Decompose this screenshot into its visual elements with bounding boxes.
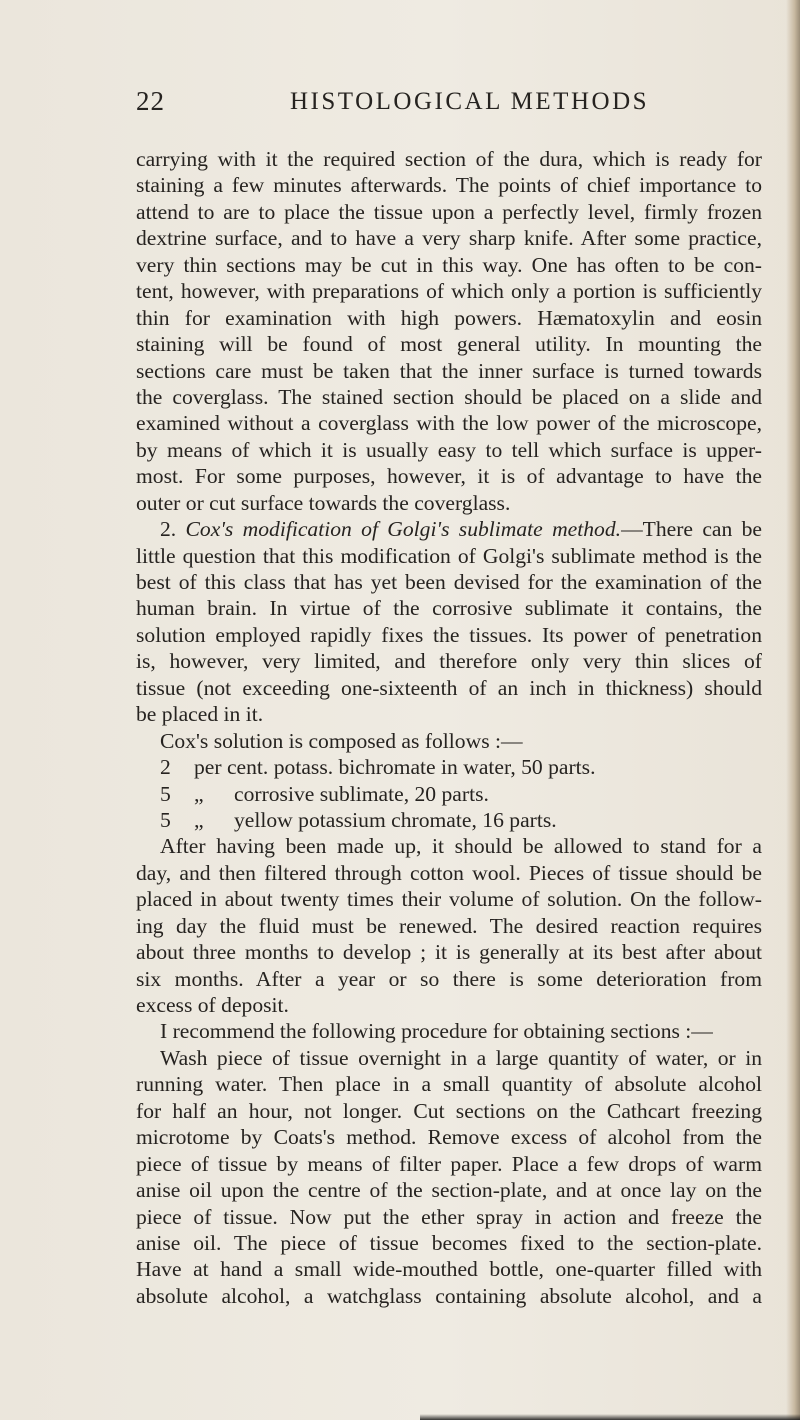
bottom-edge-shadow [420, 1414, 800, 1420]
text-line: be placed in it. [136, 702, 264, 727]
text-line: little question that this modification of Golgi's sublimate method is the [136, 543, 762, 568]
section-title: Cox's modification of Golgi's sublimate method. [185, 517, 622, 542]
formula-quantity: 5 [160, 807, 171, 832]
text-line: Have at hand a small wide-mouthed bottle, one-quarter filled with [136, 1257, 762, 1282]
text-line: human brain. In virtue of the corrosive sublimate it contains, the [136, 596, 762, 621]
formula-text: corrosive sublimate, 20 parts. [234, 781, 489, 806]
formula-line [136, 807, 762, 833]
text-line: solution employed rapidly fixes the tissues. Its power of penetration [136, 622, 762, 647]
text-line: carrying with it the required section of the dura, which is ready for [136, 147, 762, 171]
text-line: is, however, very limited, and therefore only very thin slices of [136, 649, 762, 674]
text-line: tissue (not exceeding one-sixteenth of an inch in thickness) should [136, 675, 762, 700]
text-line: attend to are to place the tissue upon a perfectly level, firmly frozen [136, 199, 762, 224]
text-line: staining a few minutes afterwards. The points of chief importance to [136, 173, 762, 198]
page-edge-shadow [786, 0, 800, 1420]
text-line: anise oil. The piece of tissue becomes fixed to the section-plate. [136, 1230, 762, 1255]
text-line: six months. After a year or so there is some deterioration from [136, 966, 762, 991]
text-line: very thin sections may be cut in this way. One has often to be con- [136, 252, 762, 277]
section-number: 2. [160, 517, 177, 542]
text-line: ing day the fluid must be renewed. The desired reaction requires [136, 913, 762, 938]
text-line: day, and then filtered through cotton wool. Pieces of tissue should be [136, 860, 762, 885]
text-line: most. For some purposes, however, it is of advantage to have the [136, 464, 762, 489]
formula-text: yellow potassium chromate, 16 parts. [234, 807, 557, 832]
text-line: staining will be found of most general utility. In mounting the [136, 332, 762, 357]
ditto-mark: „ [194, 781, 204, 806]
formula-text: per cent. potass. bichromate in water, 50 parts. [194, 755, 596, 780]
text-line: excess of deposit. [136, 993, 289, 1017]
formula-quantity: 5 [160, 781, 171, 806]
text-line: tent, however, with preparations of which only a portion is sufficiently [136, 279, 762, 304]
formula-line [136, 754, 762, 780]
solution-formula [136, 754, 762, 833]
text-line: by means of which it is usually easy to tell which surface is upper- [136, 437, 762, 462]
paragraph-preparation [136, 833, 762, 1018]
text-line: microtome by Coats's method. Remove excess of alcohol from the [136, 1125, 762, 1150]
text-line: I recommend the following procedure for obtaining sections :— [160, 1019, 713, 1044]
text-line: for half an hour, not longer. Cut sections on the Cathcart freezing [136, 1098, 762, 1123]
ditto-mark: „ [194, 807, 204, 832]
text-line: piece of tissue. Now put the ether spray in action and freeze the [136, 1204, 762, 1229]
section-cox-method [136, 516, 762, 728]
formula-quantity: 2 [160, 755, 171, 780]
running-head: HISTOLOGICAL METHODS [290, 88, 650, 115]
text-line: Wash piece of tissue overnight in a large quantity of water, or in [160, 1045, 762, 1070]
text-line: sections care must be taken that the inner surface is turned towards [136, 358, 762, 383]
paragraph-continuation [136, 146, 762, 516]
text-line: placed in about twenty times their volume of solution. On the follow- [136, 887, 762, 912]
page-header [0, 86, 800, 126]
text-line: thin for examination with high powers. Hæmatoxylin and eosin [136, 305, 762, 330]
solution-intro: Cox's solution is composed as follows :— [160, 728, 523, 753]
text-line: best of this class that has yet been devised for the examination of the [136, 570, 762, 594]
paragraph-procedure [136, 1018, 762, 1309]
body-text [136, 146, 762, 1309]
text-line: piece of tissue by means of filter paper. Place a few drops of warm [136, 1151, 762, 1176]
text-line: the coverglass. The stained section should be placed on a slide and [136, 384, 762, 409]
page-number: 22 [136, 86, 165, 116]
formula-line [136, 781, 762, 807]
text-line: running water. Then place in a small quantity of absolute alcohol [136, 1072, 762, 1097]
text-line: After having been made up, it should be allowed to stand for a [160, 834, 762, 859]
text-line: absolute alcohol, a watchglass containing absolute alcohol, and a [136, 1283, 762, 1308]
section-heading-line [136, 516, 762, 542]
section-heading-rest: —There can be [621, 517, 762, 542]
text-line: dextrine surface, and to have a very sharp knife. After some practice, [136, 226, 762, 251]
text-line: outer or cut surface towards the coverglass. [136, 490, 511, 515]
text-line: about three months to develop ; it is generally at its best after about [136, 940, 762, 965]
text-line: anise oil upon the centre of the section-plate, and at once lay on the [136, 1178, 762, 1203]
text-line: examined without a coverglass with the low power of the microscope, [136, 411, 762, 436]
